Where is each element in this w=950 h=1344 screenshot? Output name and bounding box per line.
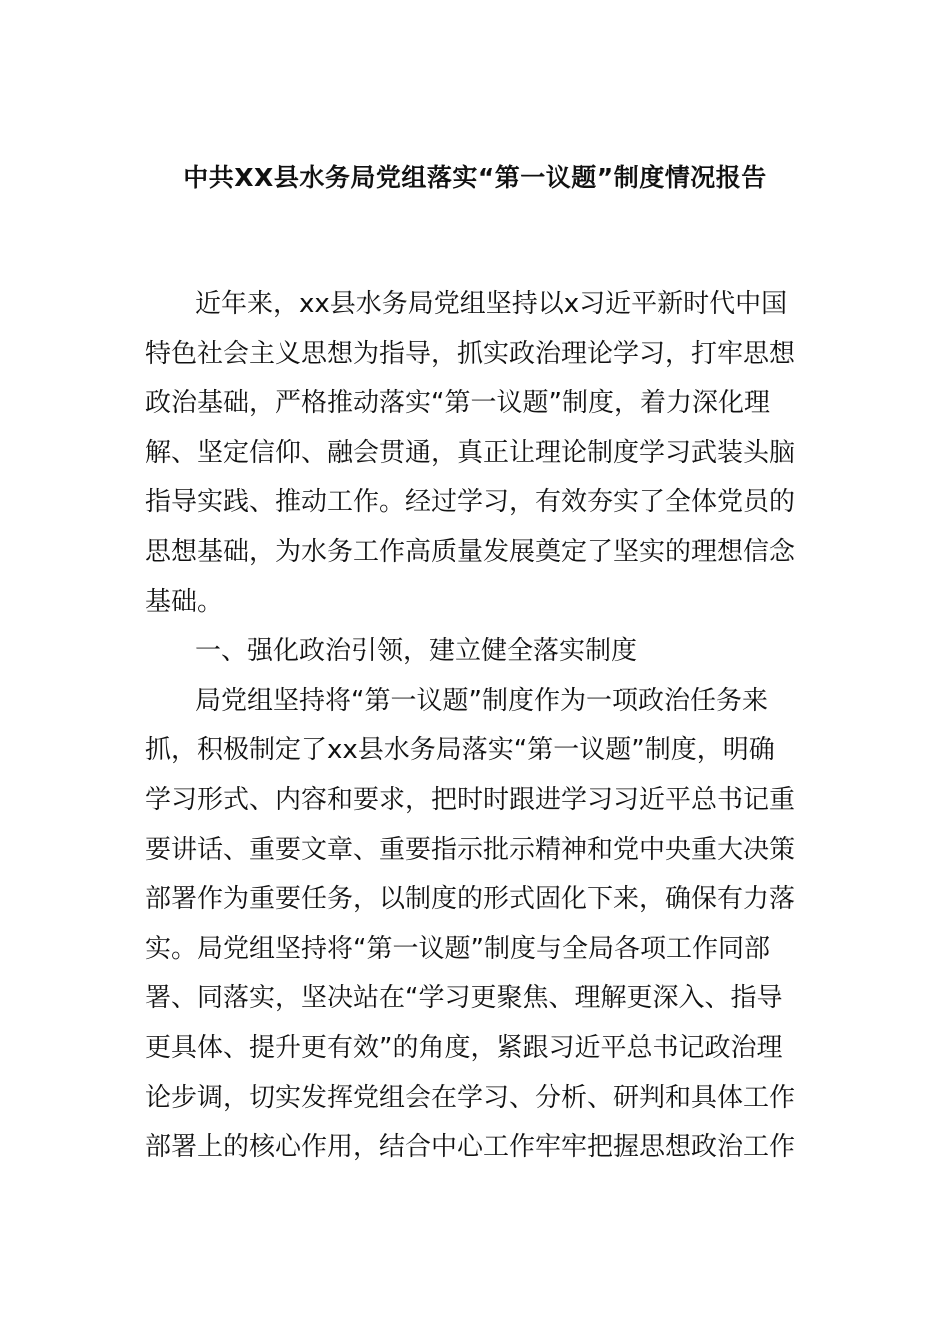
paragraph-line: 特色社会主义思想为指导，抓实政治理论学习，打牢思想 [145,338,796,369]
paragraph-line: 更具体、提升更有效”的角度，紧跟习近平总书记政治理 [145,1032,783,1063]
paragraph-line: 局党组坚持将“第一议题”制度作为一项政治任务来 [195,685,768,716]
paragraph-line: 政治基础，严格推动落实“第一议题”制度，着力深化理 [145,388,770,419]
paragraph-line: 要讲话、重要文章、重要指示批示精神和党中央重大决策 [145,834,796,865]
paragraph-line: 部署上的核心作用，结合中心工作牢牢把握思想政治工作 [145,1132,796,1163]
paragraph-line: 学习形式、内容和要求，把时时跟进学习习近平总书记重 [145,784,796,815]
document-body [145,280,810,1173]
paragraph-line: 论步调，切实发挥党组会在学习、分析、研判和具体工作 [145,1082,796,1113]
paragraph-line: 一、强化政治引领，建立健全落实制度 [195,636,638,667]
paragraph-line: 解、坚定信仰、融会贯通，真正让理论制度学习武装头脑 [145,437,796,468]
paragraph-line: 部署作为重要任务，以制度的形式固化下来，确保有力落 [145,884,796,915]
paragraph-line: 近年来，xx县水务局党组坚持以x习近平新时代中国 [195,289,788,319]
paragraph-line: 基础。 [145,586,224,617]
paragraph-line: 指导实践、推动工作。经过学习，有效夯实了全体党员的 [145,487,796,518]
paragraph-line: 思想基础，为水务工作高质量发展奠定了坚实的理想信念 [145,536,796,567]
paragraph-line: 署、同落实，坚决站在“学习更聚焦、理解更深入、指导 [145,983,783,1014]
document-title: 中共XX县水务局党组落实“第一议题”制度情况报告 [183,163,767,192]
paragraph-line: 实。局党组坚持将“第一议题”制度与全局各项工作同部 [145,933,770,964]
paragraph-line: 抓，积极制定了xx县水务局落实“第一议题”制度，明确 [145,735,775,766]
